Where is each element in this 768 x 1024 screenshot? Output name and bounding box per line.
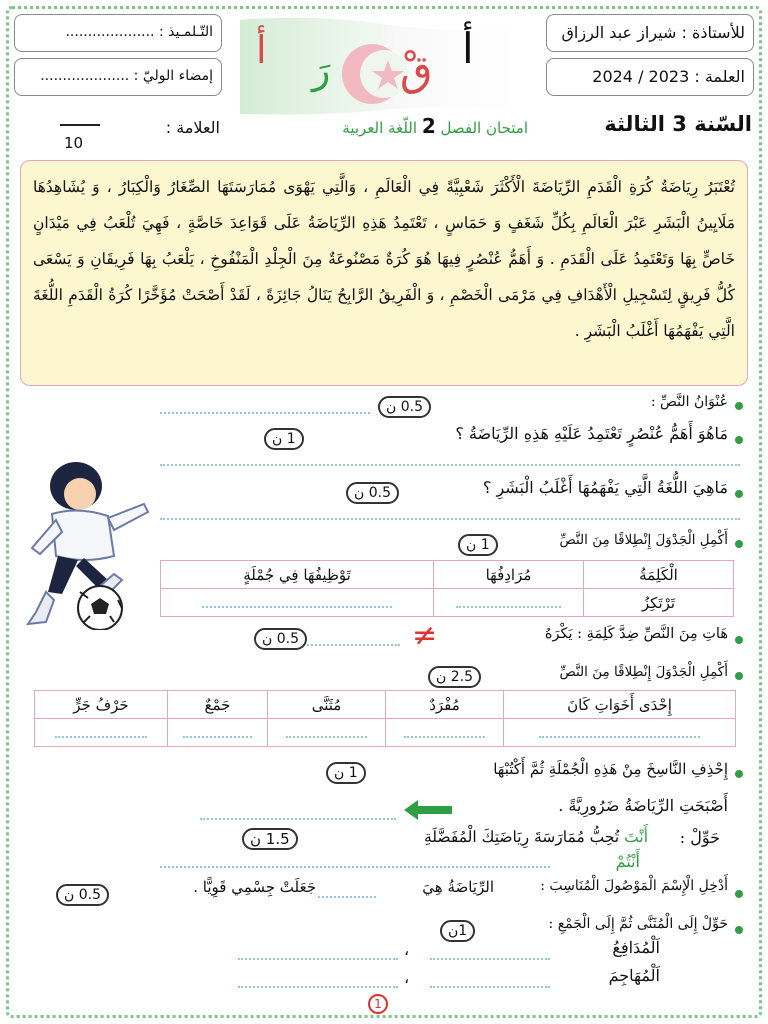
q6-text: أَكْمِلِ الْجَدْوَلَ إِنْطِلاقًا مِنَ النَّصِّ <box>559 664 728 680</box>
q10-plural1-line[interactable] <box>238 958 398 960</box>
q4-usage-cell[interactable] <box>161 589 434 617</box>
q4-text: أَكْمِلِ الْجَدْوَلَ إِنْطِلاقًا مِنَ النَّصِّ <box>559 532 728 548</box>
bullet-q3 <box>735 490 743 498</box>
q8-from-pronoun: أَنْتَ <box>624 828 648 846</box>
q9-sentence-part2: جَعَلَتْ جِسْمِي قَوِيًّا . <box>193 878 316 896</box>
q1-answer-line[interactable] <box>160 412 370 414</box>
teacher-name: للأستاذة : شيراز عبد الرزاق <box>561 23 745 42</box>
q8-label: حَوِّلْ : <box>679 828 720 847</box>
q2-text: مَاهُوَ أَهَمُّ عُنْصُرٍ تَعْتَمِدُ عَلَيْهِ هَذِهِ الرِّيَاضَةُ ؟ <box>455 424 728 443</box>
q9-sentence-part1: الرِّيَاضَةُ هِيَ <box>422 878 494 896</box>
q6-cell-preposition[interactable] <box>35 719 168 747</box>
exam-number: 2 <box>421 114 436 138</box>
exam-title: امتحان الفصل <box>440 119 528 137</box>
score-total: 10 <box>64 134 84 152</box>
q7-text: إِحْذِفِ النَّاسِخَ مِنْ هَذِهِ الْجُمْلَةِ ثُمَّ أَكْتُبْهَا <box>493 760 728 778</box>
q8-to-pronoun: أَنْتُمْ <box>615 852 640 871</box>
q7-answer-line[interactable] <box>200 818 396 820</box>
logo-letter-1: أ <box>462 24 474 73</box>
q10-dual1-line[interactable] <box>430 958 550 960</box>
page-number: 1 <box>368 994 388 1014</box>
teacher-box <box>546 14 754 52</box>
q4-synonym-cell[interactable] <box>434 589 584 617</box>
q6-cell-kana[interactable] <box>504 719 736 747</box>
q3-text: مَاهِيَ اللُّغَةُ الَّتِي يَفْهَمُهَا أَغْلَبُ الْبَشَرِ ؟ <box>482 478 728 497</box>
q10-mark: 1ن <box>440 920 475 942</box>
q10-text: حَوِّلْ إِلَى الْمُثَنَّى ثُمَّ إِلَى الْجَمْعِ : <box>548 916 728 932</box>
q10-separator-1: ، <box>404 940 410 959</box>
q10-separator-2: ، <box>404 968 410 987</box>
q6-cell-plural[interactable] <box>168 719 268 747</box>
logo-letter-2: قْ <box>400 46 433 95</box>
q6-header-kana: إِحْدَى أَخَوَاتِ كَانَ <box>504 691 736 719</box>
grade-title: السّنة 3 الثالثة <box>604 112 752 136</box>
bullet-q2 <box>735 436 743 444</box>
q6-cell-dual[interactable] <box>268 719 386 747</box>
q7-mark: 1 ن <box>326 762 366 784</box>
bullet-q9 <box>735 890 743 898</box>
table-row <box>35 719 736 747</box>
q10-plural2-line[interactable] <box>238 986 398 988</box>
q4-table <box>160 560 734 617</box>
q2-mark: 1 ن <box>264 428 304 450</box>
student-box <box>14 14 222 52</box>
q6-header-preposition: حَرْفُ جَرٍّ <box>35 691 168 719</box>
bullet-q10 <box>735 926 743 934</box>
bullet-q6 <box>735 672 743 680</box>
school-year: العلمة : 2023 / 2024 <box>592 67 745 86</box>
q8-rest: تُحِبُّ مُمَارَسَةَ رِيَاضَتِكَ الْمُفَضَّلَةِ <box>423 828 620 846</box>
q9-mark: 0.5 ن <box>56 884 109 906</box>
q9-answer-line[interactable] <box>318 896 376 898</box>
q3-answer-line[interactable] <box>160 518 740 520</box>
q5-text: هَاتِ مِنَ النَّصِّ ضِدَّ كَلِمَةِ : يَكْرَهُ <box>544 626 728 642</box>
score-fraction-line <box>60 124 100 126</box>
q6-table <box>34 690 736 747</box>
student-label: التّـلمـيذ : .................... <box>65 24 213 40</box>
q5-mark: 0.5 ن <box>254 628 307 650</box>
logo-letter-3: رَ <box>312 48 331 92</box>
q8-answer-line[interactable] <box>160 866 550 868</box>
q10-dual2-line[interactable] <box>430 986 550 988</box>
table-row <box>161 561 734 589</box>
q3-mark: 0.5 ن <box>346 482 399 504</box>
exam-subject: اللّغة العربية <box>342 119 418 137</box>
q4-header-synonym: مُرَادِفُهَا <box>434 561 584 589</box>
exam-title-line <box>248 114 528 138</box>
q1-text: عُنْوَانُ النَّصِّ : <box>650 394 728 410</box>
q2-answer-line[interactable] <box>160 464 740 466</box>
score-label: العلامة : <box>165 118 220 137</box>
q6-mark: 2.5 ن <box>428 666 481 688</box>
q6-header-singular: مُفْرَدٌ <box>386 691 504 719</box>
q8-sentence <box>300 828 648 846</box>
year-box <box>546 58 754 96</box>
q4-word-cell: تَرْتَكِزُ <box>584 589 734 617</box>
q7-sentence: أَصْبَحَتِ الرِّيَاضَةُ ضَرُورِيَّةً . <box>558 796 728 815</box>
parent-box <box>14 58 222 96</box>
q4-header-word: الْكَلِمَةُ <box>584 561 734 589</box>
q1-mark: 0.5 ن <box>378 396 431 418</box>
arrow-left-icon <box>404 800 452 820</box>
opposite-symbol: ≠ <box>412 618 438 653</box>
football-player-image <box>18 452 158 630</box>
q10-word1: اَلْمُدَافِعُ <box>612 938 660 957</box>
football-player-icon <box>18 452 158 630</box>
bullet-q1 <box>735 402 743 410</box>
q4-header-usage: تَوْظِيفُهَا فِي جُمْلَةٍ <box>161 561 434 589</box>
table-row <box>35 691 736 719</box>
logo-letter-4: أ <box>256 28 267 72</box>
bullet-q5 <box>735 636 743 644</box>
reading-passage: تُعْتَبَرُ رِيَاضَةُ كُرَةِ الْقَدَمِ الرِّيَاضَةَ الْأَكْثَرَ شَعْبِيَّةً فِي الْعَالَمِ ، وَالَّتِي يَهْوَى مُمَارَسَتَهَا الصِّغَارُ وَالْكِبَارُ ، وَ يُشَاهِدُهَا مَلَايِينُ الْبَشَرِ عَبْرَ الْعَالَمِ بِكُلِّ شَغَفٍ وَ حَمَاسٍ ، تَعْتَمِدُ هَذِهِ الرِّيَاضَةُ عَلَى قَوَاعِدَ خَاصَّةٍ ، فَهِيَ تُلْعَبُ فِي مَيْدَانٍ خَاصٍّ بِهَا وَتَعْتَمِدُ عَلَى الْقَدَمِ . وَ أَهَمُّ عُنْصُرٍ فِيهَا هُوَ كُرَةٌ مَصْنُوعَةٌ مِنَ الْجِلْدِ الْمَنْفُوخِ ، يَلْعَبُ بِهَا فَرِيقَانِ وَ يَسْعَى كُلُّ فَرِيقٍ لِتَسْجِيلِ الْأَهْدَافِ فِي مَرْمَى الْخَصْمِ ، وَ الْفَرِيقُ الرَّابِحُ يَنَالُ جَائِزَةً ، لَقَدْ أَصْحَتْ مُؤَخَّرًا كُرَةُ الْقَدَمِ اللُّغَةَ الَّتِي يَفْهَمُهَا أَغْلَبُ الْبَشَرِ . <box>20 160 748 386</box>
bullet-q7 <box>735 770 743 778</box>
table-row <box>161 589 734 617</box>
q6-cell-singular[interactable] <box>386 719 504 747</box>
q6-header-plural: جَمْعٌ <box>168 691 268 719</box>
q8-mark: 1.5 ن <box>242 828 298 850</box>
parent-signature-label: إمضاء الوليّ : .................... <box>40 68 213 84</box>
bullet-q4 <box>735 540 743 548</box>
q9-text: أَدْخِلِ الْإِسْمَ الْمَوْصُولَ الْمُنَاسِبَ : <box>540 878 728 894</box>
q4-mark: 1 ن <box>458 534 498 556</box>
q6-header-dual: مُثَنَّى <box>268 691 386 719</box>
q5-answer-line[interactable] <box>300 644 400 646</box>
q10-word2: اَلْمُهَاجِمَ <box>608 966 660 985</box>
